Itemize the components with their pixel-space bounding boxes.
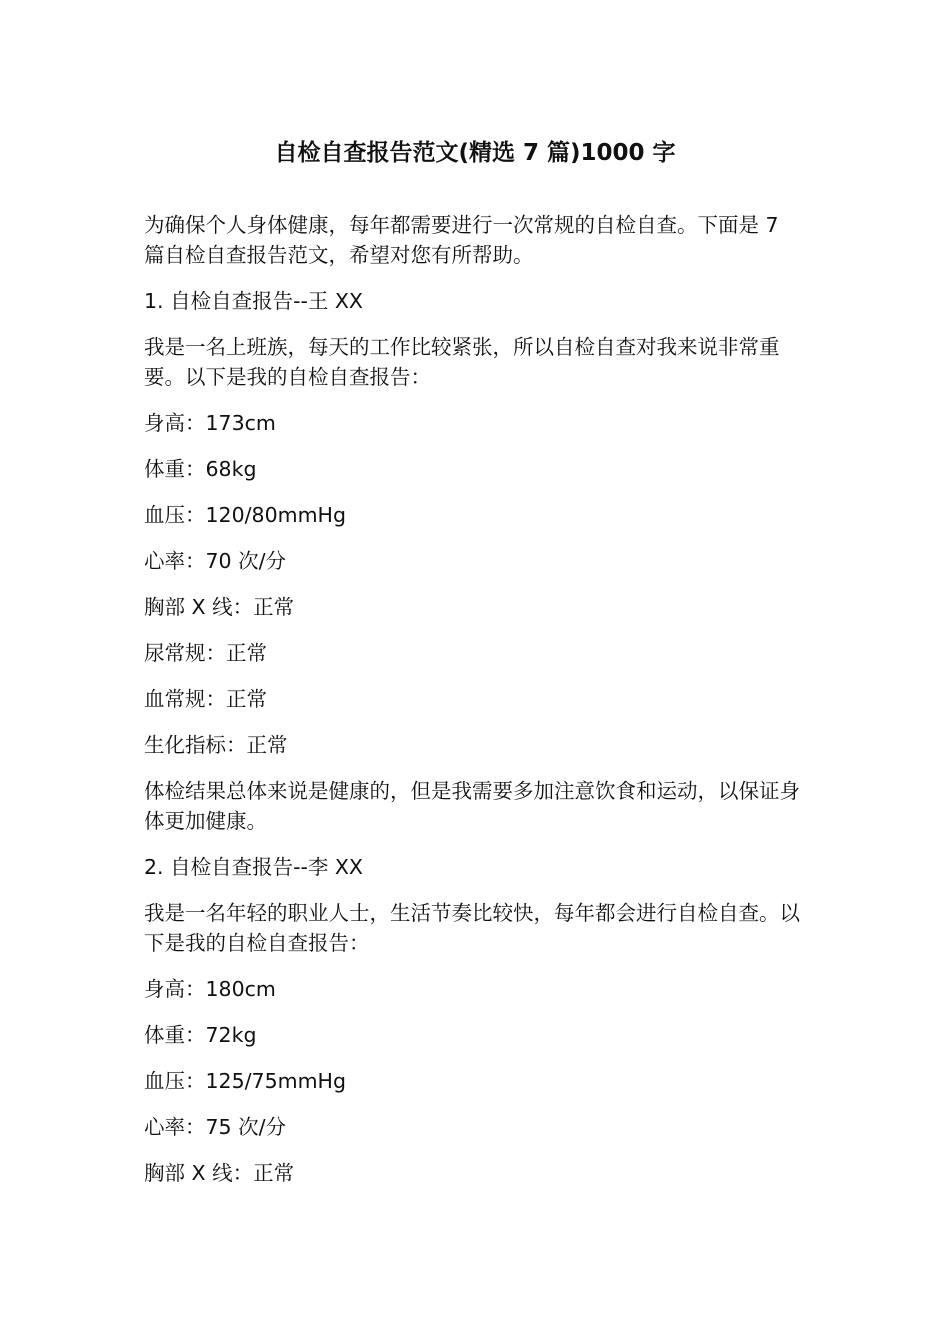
section-1-blood-routine: 血常规：正常 [144,687,267,711]
section-heading-2: 2. 自检自查报告--李 XX [144,855,363,879]
document-body [144,210,804,1204]
section-1-urinalysis: 尿常规：正常 [144,641,267,665]
section-2-weight: 体重：72kg [144,1023,257,1047]
section-2-chest-xray: 胸部 X 线：正常 [144,1161,295,1185]
section-2-blood-pressure: 血压：125/75mmHg [144,1069,346,1093]
section-2-height: 身高：180cm [144,977,276,1001]
section-1-chest-xray: 胸部 X 线：正常 [144,595,295,619]
section-1-biochemistry: 生化指标：正常 [144,733,288,757]
section-1-blood-pressure: 血压：120/80mmHg [144,503,346,527]
section-1-intro: 我是一名上班族，每天的工作比较紧张，所以自检自查对我来说非常重要。以下是我的自检自查报告： [144,335,780,389]
section-1-height: 身高：173cm [144,411,276,435]
section-2-intro: 我是一名年轻的职业人士，生活节奏比较快，每年都会进行自检自查。以下是我的自检自查报告： [144,901,800,955]
section-1-heart-rate: 心率：70 次/分 [144,549,287,573]
section-heading-1: 1. 自检自查报告--王 XX [144,289,363,313]
section-1-conclusion: 体检结果总体来说是健康的，但是我需要多加注意饮食和运动，以保证身体更加健康。 [144,779,800,833]
intro-paragraph: 为确保个人身体健康，每年都需要进行一次常规的自检自查。下面是 7 篇自检自查报告范文，希望对您有所帮助。 [144,213,779,267]
section-2-heart-rate: 心率：75 次/分 [144,1115,287,1139]
document-title: 自检自查报告范文(精选 7 篇)1000 字 [274,140,676,166]
section-1-weight: 体重：68kg [144,457,257,481]
